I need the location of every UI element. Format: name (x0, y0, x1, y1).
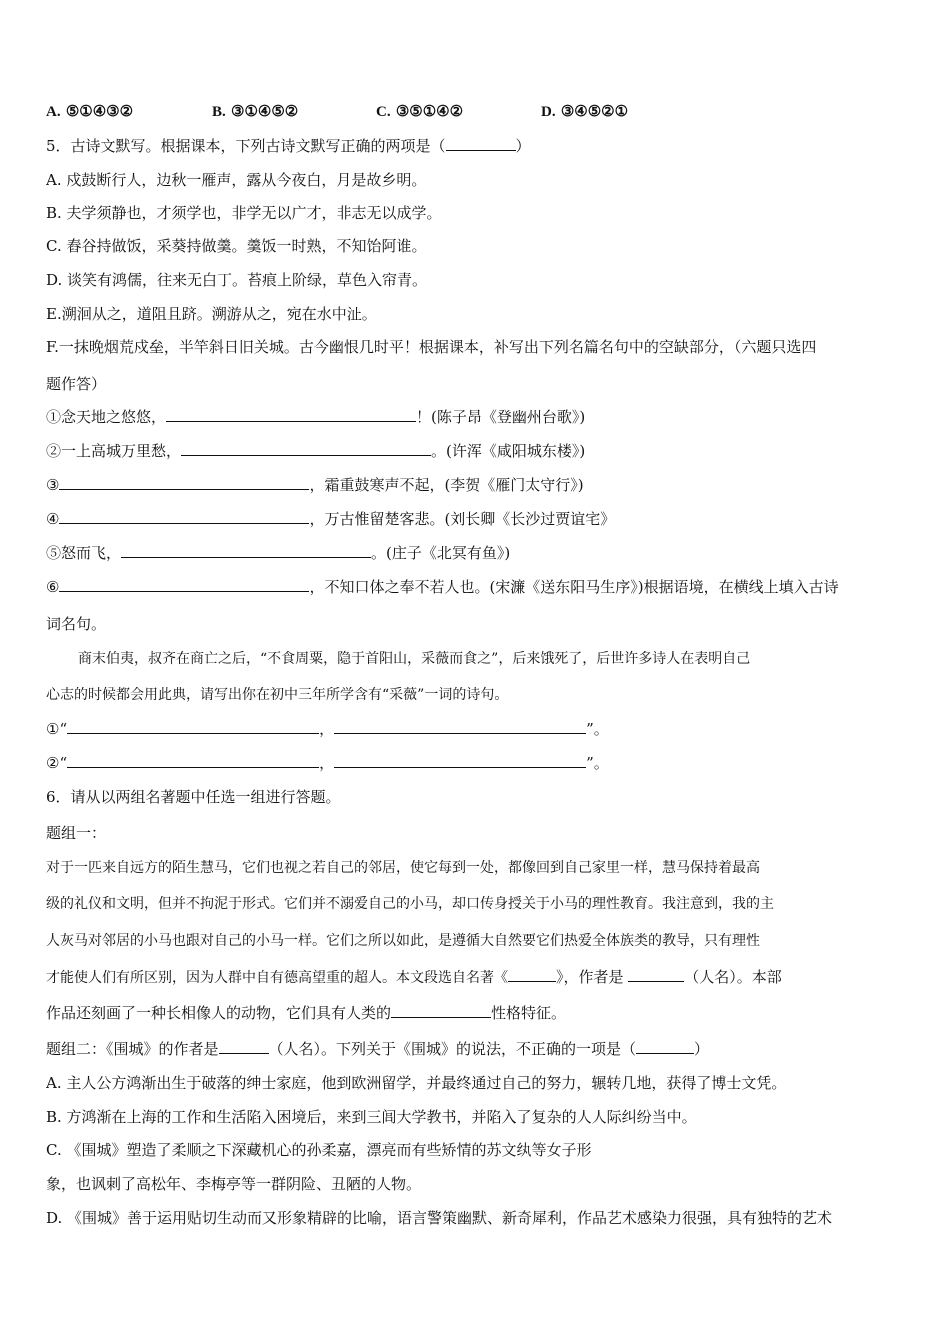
group2-stem: 题组二：《围城》的作者是 （人名）。下列关于《围城》的说法，不正确的一项是（ ） (46, 1040, 710, 1058)
q4-option-b: B. ③①④⑤② (212, 102, 299, 120)
fill-item-6: ⑥ ，不知口体之奉不若人也。(宋濂《送东阳马生序》)根据语境，在横线上填入古诗 (46, 578, 839, 596)
q5-option-f: F.一抹晚烟荒戍垒，半竿斜日旧关城。古今幽恨几时平！根据课本，补写出下列名篇名句中的空缺部分，（六题只选四 (46, 338, 817, 356)
q4-option-a: A. ⑤①④③② (46, 102, 134, 120)
q4-option-c: C. ③⑤①④② (376, 102, 464, 120)
q5-option-a: A. 戍鼓断行人，边秋一雁声，露从今夜白，月是故乡明。 (46, 171, 427, 189)
q5-stem: 5．古诗文默写。根据课本，下列古诗文默写正确的两项是（ ） (46, 137, 531, 155)
caiwei-paragraph-1: 商末伯夷，叔齐在商亡之后，“不食周粟，隐于首阳山，采薇而食之”，后来饿死了，后世许多诗人在表明自己 (78, 651, 751, 667)
q5-option-f-cont: 题作答） (46, 375, 107, 393)
fill-item-4: ④ ，万古惟留楚客悲。(刘长卿《长沙过贾谊宅》 (46, 510, 616, 528)
group1-passage-line-4: 才能使人们有所区别，因为人群中自有德高望重的超人。本文段选自名著《 》，作者是 （人名）。本部 (46, 968, 782, 986)
group2-option-c-cont: 象，也讽刺了高松年、李梅亭等一群阴险、丑陋的人物。 (46, 1175, 422, 1193)
q4-option-d: D. ③④⑤②① (541, 102, 629, 120)
group2-option-a: A. 主人公方鸿渐出生于破落的绅士家庭，他到欧洲留学，并最终通过自己的努力，辗转几地，获得了博士文凭。 (46, 1074, 787, 1092)
fill-item-2: ②一上高城万里愁， 。(许浑《咸阳城东楼》) (46, 442, 586, 460)
q5-option-d: D. 谈笑有鸿儒，往来无白丁。苔痕上阶绿，草色入帘青。 (46, 271, 428, 289)
q5-option-c: C. 舂谷持做饭，采葵持做羹。羹饭一时熟，不知饴阿谁。 (46, 237, 427, 255)
q5-option-e: E.溯洄从之，道阻且跻。溯游从之，宛在水中沚。 (46, 305, 377, 323)
caiwei-answer-2: ②“ ， ”。 (46, 754, 609, 772)
group1-title: 题组一： (46, 824, 107, 842)
group1-passage-line-5: 作品还刻画了一种长相像人的动物，它们具有人类的 性格特征。 (46, 1004, 567, 1022)
q5-option-b: B. 夫学须静也，才须学也，非学无以广才，非志无以成学。 (46, 204, 442, 222)
group2-option-b: B. 方鸿渐在上海的工作和生活陷入困境后，来到三闾大学教书，并陷入了复杂的人人际纠纷当中。 (46, 1108, 697, 1126)
group2-option-d: D. 《围城》善于运用贴切生动而又形象精辟的比喻，语言警策幽默、新奇犀利，作品艺术感染力很强，具有独特的艺术 (46, 1209, 833, 1227)
caiwei-paragraph-2: 心志的时候都会用此典，请写出你在初中三年所学含有“采薇”一词的诗句。 (46, 687, 509, 703)
q6-stem: 6．请从以两组名著题中任选一组进行答题。 (46, 788, 341, 806)
group2-option-c: C. 《围城》塑造了柔顺之下深藏机心的孙柔嘉，漂亮而有些矫情的苏文纨等女子形 (46, 1141, 592, 1159)
group1-passage-line-2: 级的礼仪和文明，但并不拘泥于形式。它们并不溺爱自己的小马，却口传身授关于小马的理性教育。我注意到，我的主 (46, 896, 774, 912)
fill-item-5: ⑤怒而飞， 。(庄子《北冥有鱼》) (46, 544, 511, 562)
fill-item-1: ①念天地之悠悠， ！(陈子昂《登幽州台歌》) (46, 408, 586, 426)
group1-passage-line-1: 对于一匹来自远方的陌生慧马，它们也视之若自己的邻居，使它每到一处，都像回到自己家里一样，慧马保持着最高 (46, 860, 760, 876)
group1-passage-line-3: 人灰马对邻居的小马也跟对自己的小马一样。它们之所以如此，是遵循大自然要它们热爱全体族类的教导，只有理性 (46, 933, 760, 949)
caiwei-answer-1: ①“ ， ”。 (46, 720, 609, 738)
fill-item-3: ③ ，霜重鼓寒声不起，(李贺《雁门太守行》) (46, 476, 584, 494)
fill-item-6-cont: 词名句。 (46, 615, 107, 633)
